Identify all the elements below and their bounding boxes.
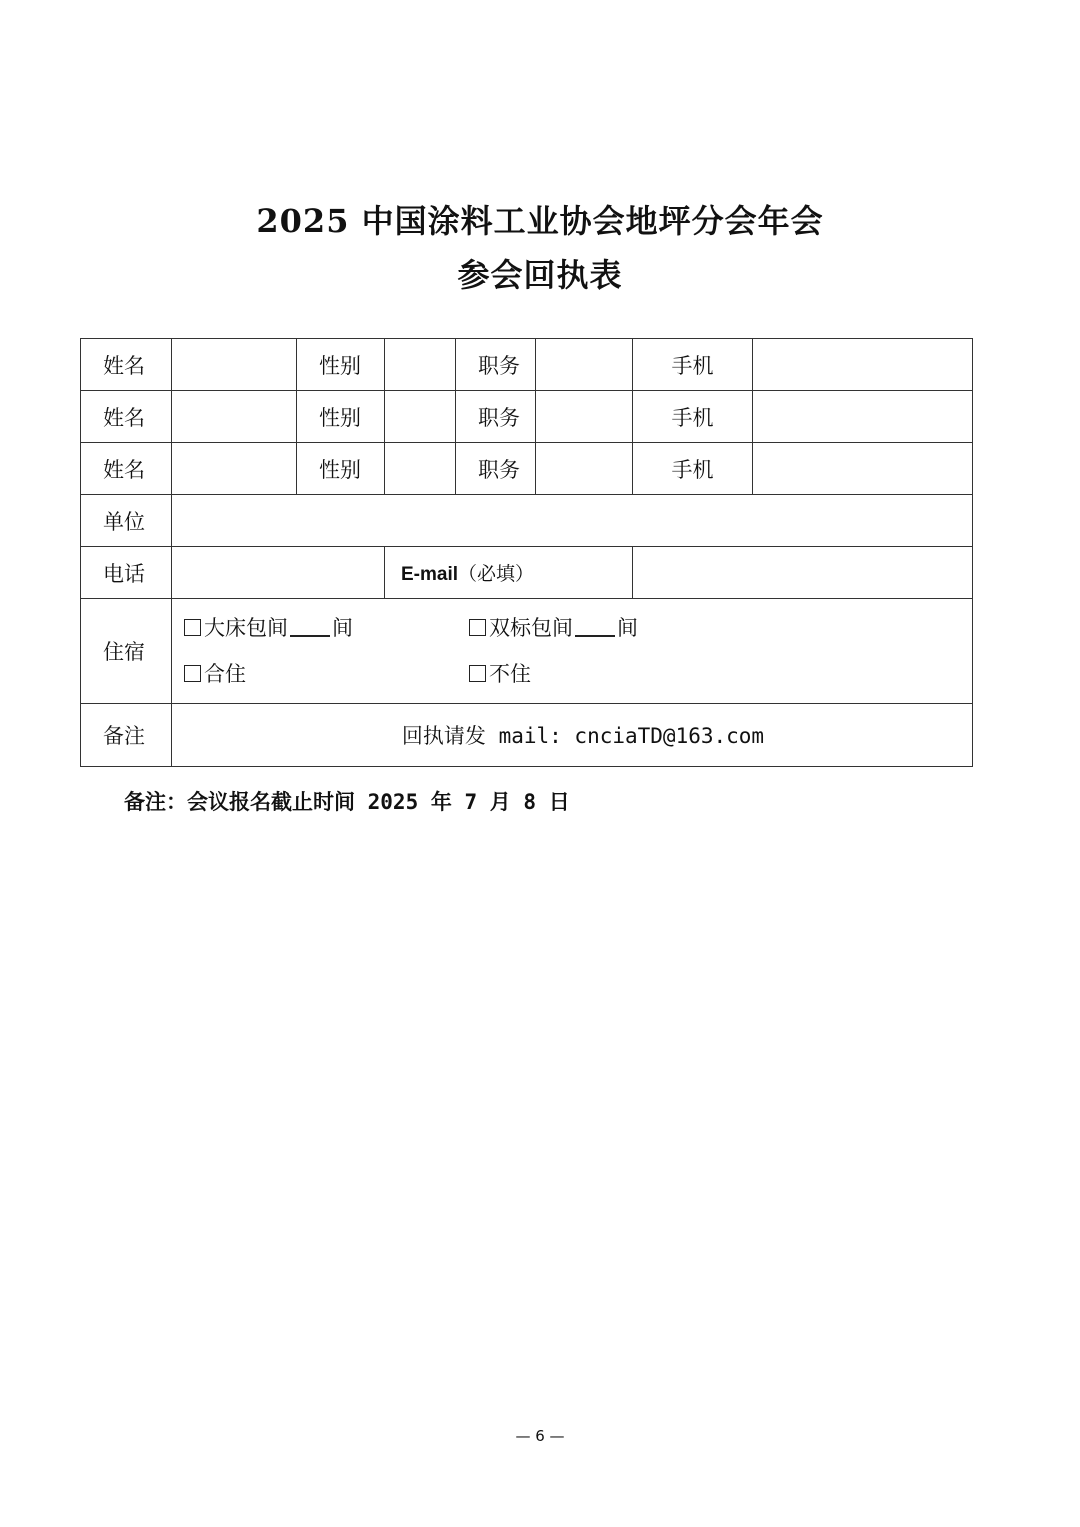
accommodation-row: [81, 599, 973, 704]
remarks-label: 备注: [81, 704, 172, 767]
phone-field[interactable]: [172, 547, 385, 599]
position-field[interactable]: [536, 391, 633, 443]
name-field[interactable]: [172, 391, 297, 443]
king-room-label: 大床包间: [204, 616, 288, 640]
registration-form-table: [80, 338, 973, 767]
share-room-option[interactable]: [184, 651, 246, 697]
gender-label: 性别: [297, 391, 385, 443]
mobile-field[interactable]: [753, 443, 973, 495]
checkbox-icon[interactable]: [184, 619, 201, 636]
mobile-field[interactable]: [753, 391, 973, 443]
gender-label: 性别: [297, 443, 385, 495]
accommodation-label: 住宿: [81, 599, 172, 704]
name-field[interactable]: [172, 339, 297, 391]
position-field[interactable]: [536, 443, 633, 495]
phone-label: 电话: [81, 547, 172, 599]
position-label: 职务: [456, 339, 536, 391]
twin-room-label: 双标包间: [489, 616, 573, 640]
mobile-label: 手机: [633, 391, 753, 443]
twin-room-count-blank[interactable]: [575, 617, 615, 637]
name-label: 姓名: [81, 339, 172, 391]
king-room-count-blank[interactable]: [290, 617, 330, 637]
company-row: [81, 495, 973, 547]
room-unit-label: 间: [332, 616, 353, 640]
mobile-field[interactable]: [753, 339, 973, 391]
no-stay-label: 不住: [489, 662, 531, 686]
position-field[interactable]: [536, 339, 633, 391]
email-label-cell: [385, 547, 633, 599]
twin-room-option[interactable]: [469, 605, 638, 651]
contact-row: [81, 547, 973, 599]
no-stay-option[interactable]: [469, 651, 531, 697]
attendee-row: [81, 443, 973, 495]
name-field[interactable]: [172, 443, 297, 495]
mobile-label: 手机: [633, 443, 753, 495]
page-number: — 6 —: [515, 1427, 565, 1445]
company-label: 单位: [81, 495, 172, 547]
remarks-text: 回执请发 mail: cnciaTD@163.com: [172, 704, 973, 767]
company-field[interactable]: [172, 495, 973, 547]
email-field[interactable]: [633, 547, 973, 599]
name-label: 姓名: [81, 391, 172, 443]
mobile-label: 手机: [633, 339, 753, 391]
page-subtitle: 参会回执表: [457, 256, 623, 294]
gender-field[interactable]: [385, 339, 456, 391]
page-title: 2025 中国涂料工业协会地坪分会年会: [256, 202, 824, 240]
deadline-note: 备注：会议报名截止时间 2025 年 7 月 8 日: [124, 790, 570, 814]
email-label: E-mail: [401, 564, 459, 585]
share-room-label: 合住: [204, 662, 246, 686]
checkbox-icon[interactable]: [184, 665, 201, 682]
remarks-row: [81, 704, 973, 767]
email-required-note: （必填）: [458, 563, 535, 585]
room-unit-label: 间: [617, 616, 638, 640]
attendee-row: [81, 339, 973, 391]
position-label: 职务: [456, 443, 536, 495]
gender-label: 性别: [297, 339, 385, 391]
gender-field[interactable]: [385, 391, 456, 443]
name-label: 姓名: [81, 443, 172, 495]
checkbox-icon[interactable]: [469, 619, 486, 636]
accommodation-options: [172, 599, 973, 704]
checkbox-icon[interactable]: [469, 665, 486, 682]
king-room-option[interactable]: [184, 605, 353, 651]
attendee-row: [81, 391, 973, 443]
gender-field[interactable]: [385, 443, 456, 495]
position-label: 职务: [456, 391, 536, 443]
